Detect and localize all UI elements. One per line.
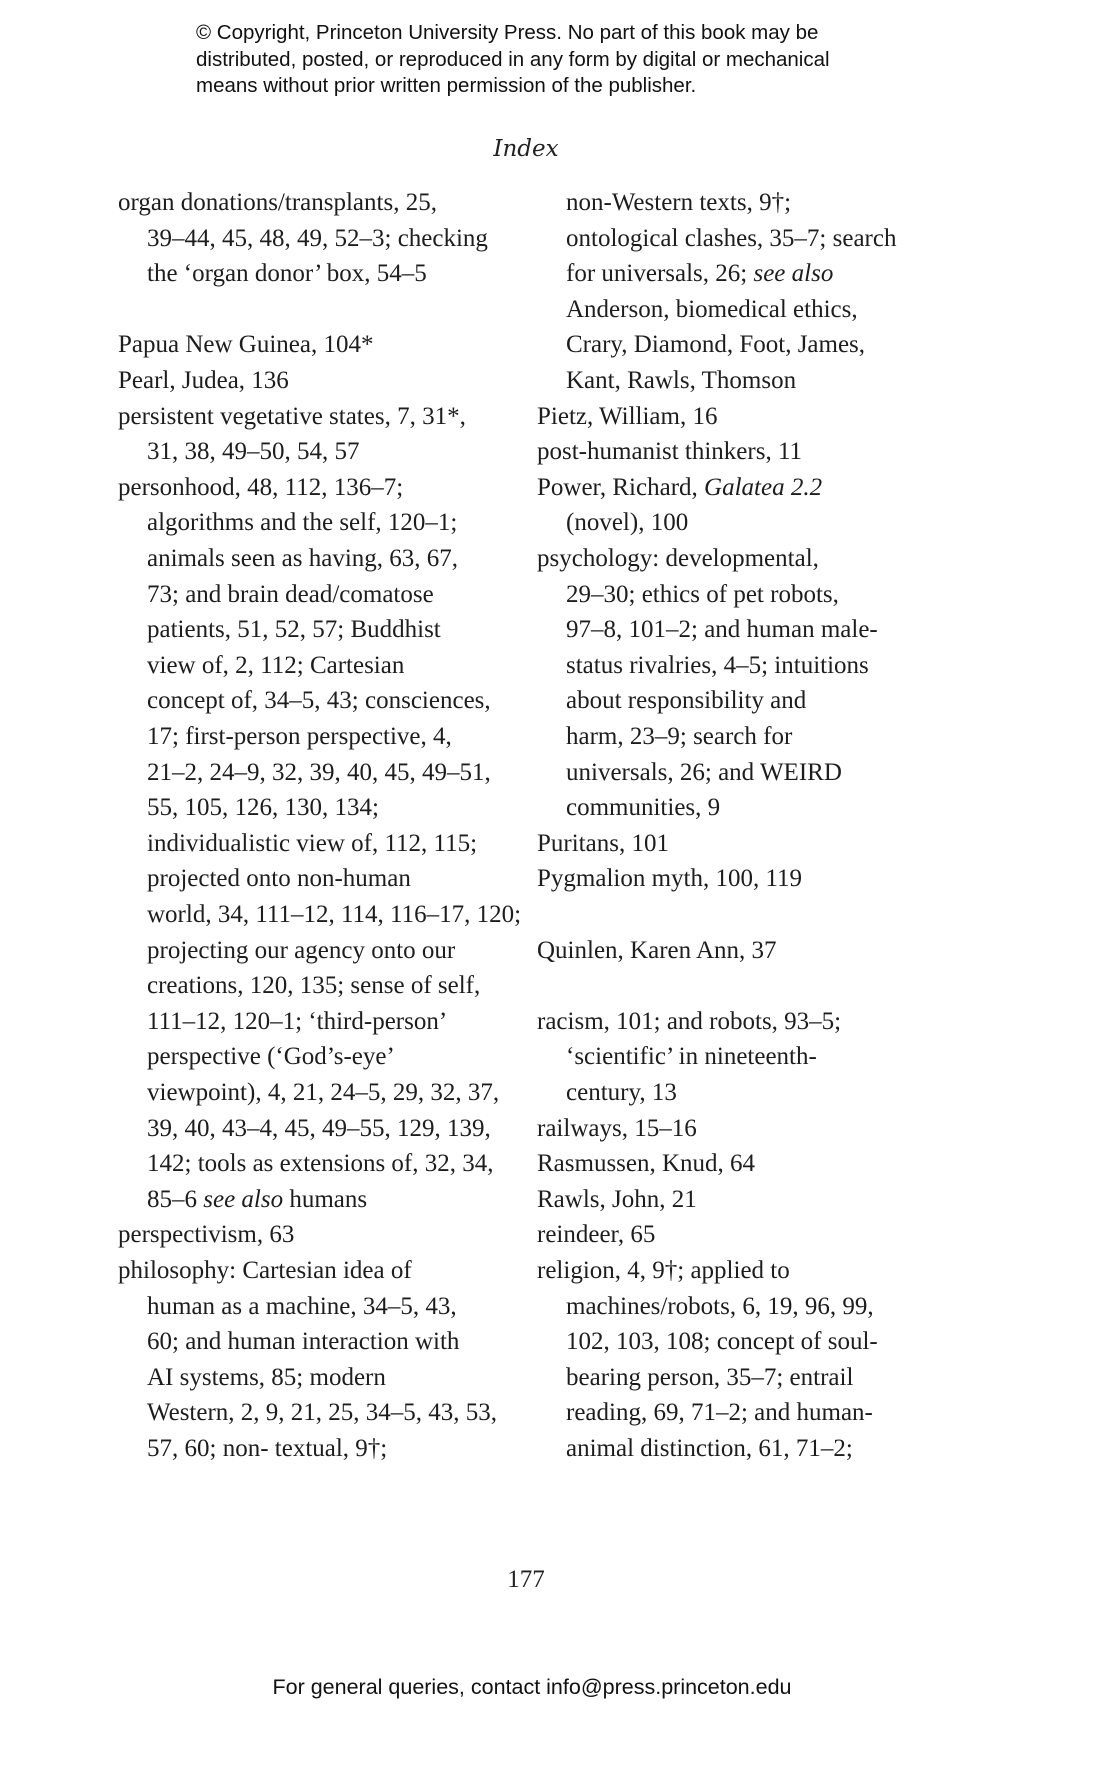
index-entry <box>537 1004 841 1040</box>
entry-text: Pietz, William, 16 <box>537 402 718 430</box>
entry-text: century, 13 <box>566 1079 677 1106</box>
index-entry <box>537 861 802 897</box>
index-entry-continuation <box>118 221 488 257</box>
index-entry <box>118 399 466 435</box>
entry-text: 73; and brain dead/comatose <box>147 580 434 608</box>
page-number: 177 <box>507 1566 545 1593</box>
entry-text: human as a machine, 34–5, 43, <box>147 1292 457 1320</box>
index-entry-continuation <box>118 1360 386 1396</box>
entry-text: Power, Richard, <box>537 473 705 501</box>
entry-text: 142; tools as extensions of, 32, 34, <box>147 1150 494 1178</box>
entry-text: view of, 2, 112; Cartesian <box>147 651 405 679</box>
index-entry-continuation <box>118 1004 447 1040</box>
entry-text: railways, 15–16 <box>537 1114 697 1142</box>
index-entry-continuation <box>537 327 865 363</box>
index-entry-continuation <box>118 683 491 719</box>
index-entry <box>118 1217 294 1253</box>
index-entry-continuation <box>537 755 842 791</box>
entry-text: persistent vegetative states, 7, 31*, <box>118 402 466 430</box>
index-entry-continuation <box>537 790 720 826</box>
index-entry <box>118 327 374 363</box>
entry-text: Crary, Diamond, Foot, James, <box>566 331 866 359</box>
running-head: Index <box>493 136 559 162</box>
entry-text: 29–30; ethics of pet robots, <box>566 580 839 608</box>
index-entry <box>537 933 777 969</box>
entry-text: bearing person, 35–7; entrail <box>566 1363 854 1391</box>
entry-text: for universals, 26; <box>566 260 754 288</box>
entry-text: Quinlen, Karen Ann, 37 <box>537 936 777 964</box>
index-entry-continuation <box>118 541 458 577</box>
index-entry-continuation <box>537 505 688 541</box>
index-entry-continuation <box>118 1039 395 1075</box>
index-entry-continuation <box>118 1395 497 1431</box>
index-entry-continuation <box>118 577 434 613</box>
copyright-line: © Copyright, Princeton University Press. No part of this book may be <box>196 21 819 44</box>
entry-text: status rivalries, 4–5; intuitions <box>566 651 869 679</box>
entry-text: organ donations/transplants, 25, <box>118 189 437 216</box>
index-entry-continuation <box>537 1395 873 1431</box>
entry-text: projected onto non-human <box>147 865 411 893</box>
entry-text: 21–2, 24–9, 32, 39, 40, 45, 49–51, <box>147 758 491 786</box>
entry-text: perspective (‘God’s-eye’ <box>147 1043 395 1071</box>
entry-text: personhood, 48, 112, 136–7; <box>118 473 404 501</box>
index-entry <box>537 434 802 470</box>
entry-text: psychology: developmental, <box>537 545 819 572</box>
entry-text: individualistic view of, 112, 115; <box>147 829 478 857</box>
index-entry-continuation <box>537 1360 853 1396</box>
entry-text: algorithms and the self, 120–1; <box>147 509 458 537</box>
index-entry-continuation <box>118 1182 367 1218</box>
index-entry <box>537 1146 755 1182</box>
entry-text: Rawls, John, 21 <box>537 1185 697 1213</box>
index-entry-continuation <box>118 612 441 648</box>
index-entry <box>118 185 437 221</box>
italic-text: see also <box>753 260 834 288</box>
footer-contact: For general queries, contact info@press.princeton.edu <box>272 1675 792 1699</box>
index-entry-continuation <box>537 256 833 292</box>
index-entry-continuation <box>118 790 379 826</box>
entry-text: Papua New Guinea, 104* <box>118 331 374 359</box>
entry-text: the ‘organ donor’ box, 54–5 <box>147 260 427 288</box>
entry-text: Pygmalion myth, 100, 119 <box>537 865 803 893</box>
index-entry <box>537 1182 697 1218</box>
entry-text: humans <box>283 1185 368 1213</box>
entry-text: Pearl, Judea, 136 <box>118 367 289 394</box>
index-entry-continuation <box>118 256 427 292</box>
index-entry <box>118 1253 412 1289</box>
index-entry <box>537 826 669 862</box>
entry-text: about responsibility and <box>566 687 807 715</box>
entry-text: Puritans, 101 <box>537 829 669 857</box>
index-entry-continuation <box>118 719 452 755</box>
entry-text: religion, 4, 9†; applied to <box>537 1257 790 1284</box>
index-entry-continuation <box>118 933 455 969</box>
entry-text: 39, 40, 43–4, 45, 49–55, 129, 139, <box>147 1114 491 1142</box>
entry-text: racism, 101; and robots, 93–5; <box>537 1007 842 1035</box>
entry-text: concept of, 34–5, 43; consciences, <box>147 687 491 715</box>
entry-text: philosophy: Cartesian idea of <box>118 1257 412 1284</box>
entry-text: 97–8, 101–2; and human male- <box>566 616 878 644</box>
entry-text: 85–6 <box>147 1185 204 1213</box>
index-entry-continuation <box>537 1324 878 1360</box>
entry-text: communities, 9 <box>566 794 721 822</box>
index-entry <box>537 1217 655 1253</box>
index-entry <box>537 541 819 577</box>
index-entry <box>537 1253 790 1289</box>
entry-text: reading, 69, 71–2; and human- <box>566 1399 873 1427</box>
entry-text: projecting our agency onto our <box>147 936 456 964</box>
entry-text: Western, 2, 9, 21, 25, 34–5, 43, 53, <box>147 1399 498 1427</box>
entry-text: creations, 120, 135; sense of self, <box>147 972 481 1000</box>
italic-text: see also <box>203 1185 284 1213</box>
index-entry <box>537 1111 697 1147</box>
index-entry-continuation <box>118 434 360 470</box>
entry-text: 57, 60; non- textual, 9†; <box>147 1435 388 1462</box>
entry-text: ontological clashes, 35–7; search <box>566 224 897 252</box>
index-entry-continuation <box>537 185 791 221</box>
index-entry-continuation <box>118 1146 494 1182</box>
index-entry-continuation <box>118 1111 491 1147</box>
entry-text: Anderson, biomedical ethics, <box>566 295 858 323</box>
index-entry <box>537 399 717 435</box>
index-entry-continuation <box>118 755 491 791</box>
index-entry-continuation <box>118 648 404 684</box>
entry-text: ‘scientific’ in nineteenth- <box>566 1043 817 1071</box>
entry-text: 55, 105, 126, 130, 134; <box>147 794 379 822</box>
copyright-line: distributed, posted, or reproduced in any form by digital or mechanical <box>196 47 830 71</box>
entry-text: patients, 51, 52, 57; Buddhist <box>147 616 441 644</box>
entry-text: (novel), 100 <box>566 509 689 537</box>
entry-text: non-Western texts, 9†; <box>566 189 792 216</box>
entry-text: animals seen as having, 63, 67, <box>147 545 459 572</box>
index-entry-continuation <box>537 1039 817 1075</box>
index-entry-continuation <box>537 292 858 328</box>
index-entry-continuation <box>118 968 480 1004</box>
entry-text: perspectivism, 63 <box>118 1221 295 1249</box>
index-entry-continuation <box>118 897 521 933</box>
index-entry-continuation <box>118 1324 459 1360</box>
index-entry-continuation <box>537 221 896 257</box>
index-entry-continuation <box>118 1431 387 1467</box>
copyright-notice <box>196 20 830 100</box>
index-entry-continuation <box>537 648 869 684</box>
entry-text: animal distinction, 61, 71–2; <box>566 1435 853 1462</box>
entry-text: 31, 38, 49–50, 54, 57 <box>147 438 360 466</box>
index-entry-continuation <box>118 861 411 897</box>
italic-text: Galatea 2.2 <box>704 473 823 501</box>
index-entry <box>118 363 289 399</box>
index-entry-continuation <box>118 1289 457 1325</box>
entry-text: 39–44, 45, 48, 49, 52–3; checking <box>147 224 488 252</box>
entry-text: 102, 103, 108; concept of soul- <box>566 1328 878 1356</box>
copyright-line: means without prior written permission of the publisher. <box>196 74 697 97</box>
entry-text: harm, 23–9; search for <box>566 723 793 750</box>
entry-text: world, 34, 111–12, 114, 116–17, 120; <box>147 901 522 928</box>
index-entry-continuation <box>537 1289 874 1325</box>
entry-text: post-humanist thinkers, 11 <box>537 438 803 466</box>
index-entry-continuation <box>537 719 792 755</box>
index-entry-continuation <box>537 683 806 719</box>
entry-text: 111–12, 120–1; ‘third-person’ <box>147 1007 448 1035</box>
entry-text: AI systems, 85; modern <box>147 1363 386 1391</box>
entry-text: 60; and human interaction with <box>147 1328 460 1356</box>
entry-text: reindeer, 65 <box>537 1221 656 1249</box>
entry-text: Kant, Rawls, Thomson <box>566 367 797 394</box>
entry-text: viewpoint), 4, 21, 24–5, 29, 32, 37, <box>147 1079 500 1106</box>
entry-text: Rasmussen, Knud, 64 <box>537 1150 756 1178</box>
index-entry-continuation <box>537 612 878 648</box>
index-entry-continuation <box>118 826 477 862</box>
index-entry <box>118 470 403 506</box>
index-entry-continuation <box>537 363 796 399</box>
entry-text: machines/robots, 6, 19, 96, 99, <box>566 1292 874 1320</box>
index-entry-continuation <box>537 577 839 613</box>
index-entry <box>537 470 822 506</box>
index-entry-continuation <box>537 1431 853 1467</box>
index-entry-continuation <box>537 1075 677 1111</box>
index-entry-continuation <box>118 505 457 541</box>
index-entry-continuation <box>118 1075 499 1111</box>
entry-text: universals, 26; and WEIRD <box>566 758 842 786</box>
entry-text: 17; first-person perspective, 4, <box>147 723 452 750</box>
